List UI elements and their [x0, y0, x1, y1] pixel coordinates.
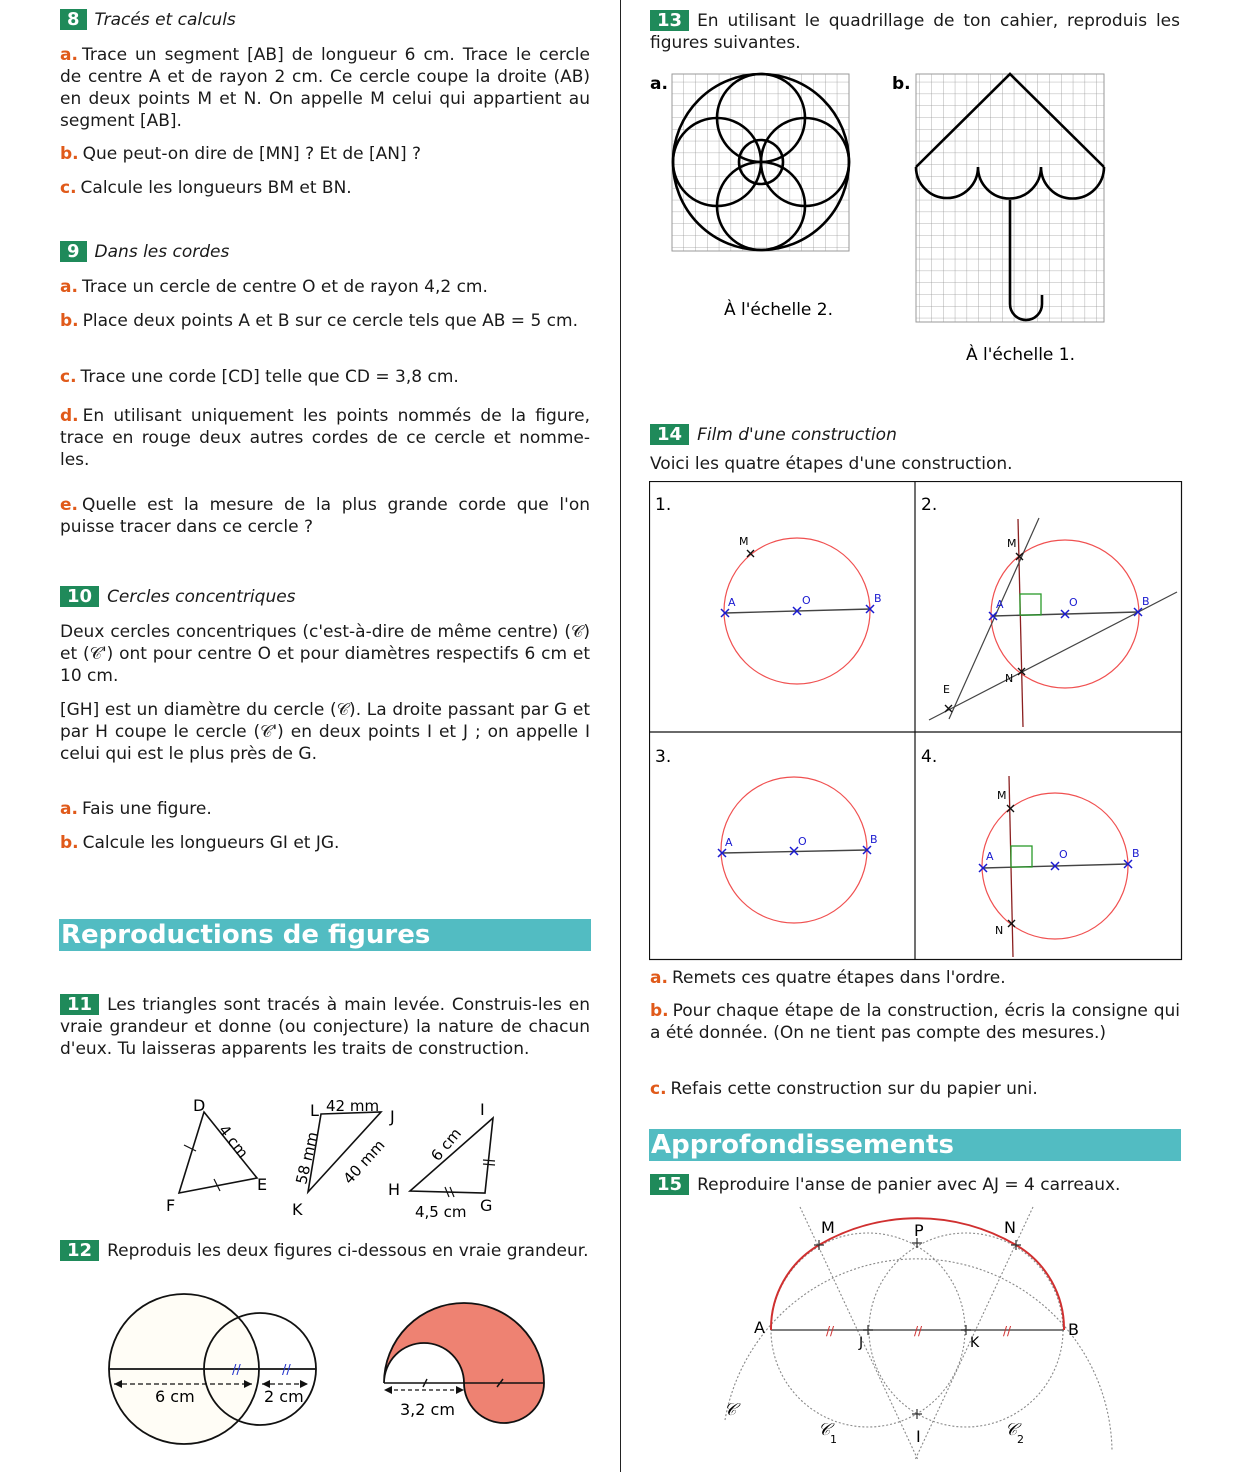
label-J: J [390, 1107, 395, 1126]
exercise-9-c: c. Trace une corde [CD] telle que CD = 3,8 cm. [60, 367, 459, 387]
scale-a: À l'échelle 2. [724, 300, 833, 320]
exercise-9-a: a. Trace un cercle de centre O et de rayon 4,2 cm. [60, 277, 488, 297]
svg-text:M: M [821, 1218, 835, 1237]
label-H: H [388, 1180, 401, 1199]
svg-text://: // [232, 1363, 241, 1378]
exercise-number: 13 [650, 10, 689, 31]
svg-text:1: 1 [830, 1433, 837, 1446]
svg-text:O: O [1059, 848, 1068, 861]
exercise-14-intro: Voici les quatre étapes d'une construction. [650, 454, 1013, 474]
exercise-number: 10 [60, 586, 99, 607]
label-D: D [193, 1096, 206, 1115]
svg-text:O: O [798, 835, 807, 848]
step-3-label: 3. [655, 747, 672, 767]
label-hg: 4,5 cm [415, 1203, 467, 1221]
svg-text:I: I [916, 1427, 921, 1446]
exercise-14-a: a. Remets ces quatre étapes dans l'ordre. [650, 968, 1006, 988]
exercise-10-header [60, 586, 296, 607]
exercise-title: Cercles concentriques [107, 587, 296, 607]
svg-text:O: O [1069, 596, 1078, 609]
exercise-title: Tracés et calculs [94, 10, 236, 30]
step-4-figure [979, 776, 1140, 957]
exercise-8-c: c. Calcule les longueurs BM et BN. [60, 178, 352, 198]
exercise-8-header [60, 9, 236, 30]
exercise-number: 9 [60, 241, 87, 262]
exercise-9-d: d. En utilisant uniquement les points nommés de la figure, trace en rouge deux autres cordes de ce cercle et nomme-les. [60, 406, 590, 470]
exercise-number: 14 [650, 424, 689, 445]
exercise-number: 12 [60, 1240, 99, 1261]
svg-text://: // [826, 1324, 835, 1338]
label-6cm: 6 cm [155, 1387, 195, 1406]
svg-text:𝒞: 𝒞 [1005, 1420, 1018, 1440]
label-K: K [292, 1200, 303, 1219]
exercise-10-b: b. Calcule les longueurs GI et JG. [60, 833, 340, 853]
exercise-number: 11 [60, 994, 99, 1015]
svg-text:B: B [1142, 595, 1150, 608]
svg-text:A: A [728, 596, 736, 609]
exercise-15-text: 15 Reproduire l'anse de panier avec AJ = 4 carreaux. [650, 1174, 1180, 1196]
exercise-number: 15 [650, 1174, 689, 1195]
svg-text://: // [914, 1324, 923, 1338]
step-2-figure [929, 518, 1177, 727]
svg-text:M: M [997, 789, 1007, 802]
exercise-9-header [60, 241, 229, 262]
label-3-2cm: 3,2 cm [400, 1400, 455, 1419]
exercise-14-b: b. Pour chaque étape de la construction, écris la consigne qui a été donnée. (On ne tient pas compte des mesures.) [650, 1001, 1180, 1043]
exercise-title: Film d'une construction [697, 425, 897, 445]
svg-text:A: A [725, 836, 733, 849]
svg-text:J: J [859, 1335, 864, 1351]
svg-text://: // [1003, 1324, 1012, 1338]
triangles-figure [160, 1090, 520, 1225]
exercise-11-text: 11 Les triangles sont tracés à main levée. Construis-les en vraie grandeur et donne (ou conjecture) la nature de chacun d'eux. Tu laisseras apparents les traits de construction. [60, 994, 590, 1059]
exercise-9-b: b. Place deux points A et B sur ce cercle tels que AB = 5 cm. [60, 311, 578, 331]
exercise-number: 8 [60, 9, 87, 30]
svg-text://: // [282, 1363, 291, 1378]
label-de: 4 cm [214, 1121, 252, 1162]
circles-figure [100, 1290, 560, 1450]
svg-text:B: B [1068, 1320, 1079, 1339]
svg-text:𝒞: 𝒞 [724, 1400, 737, 1420]
step-2-label: 2. [921, 495, 938, 515]
column-divider [620, 0, 621, 1472]
svg-text:P: P [914, 1221, 924, 1240]
label-I: I [480, 1100, 485, 1119]
exercise-14-c: c. Refais cette construction sur du papier uni. [650, 1079, 1038, 1099]
label-jk: 40 mm [339, 1136, 389, 1188]
grid-figures [648, 70, 1188, 370]
figure-b-label: b. [892, 74, 911, 94]
svg-text:𝒞: 𝒞 [818, 1420, 831, 1440]
label-lj: 42 mm [326, 1097, 380, 1115]
basket-handle-figure [650, 1205, 1190, 1472]
exercise-12-text: 12 Reproduis les deux figures ci-dessous en vraie grandeur. [60, 1240, 590, 1262]
svg-text:M: M [739, 535, 749, 548]
label-L: L [310, 1101, 319, 1120]
svg-text:B: B [1132, 847, 1140, 860]
label-E: E [257, 1175, 268, 1194]
label-hi: 6 cm [427, 1124, 465, 1165]
step-1-label: 1. [655, 495, 672, 515]
step-1-figure [721, 535, 882, 684]
exercise-14-header [650, 424, 897, 445]
svg-text:O: O [802, 594, 811, 607]
step-4-label: 4. [921, 747, 938, 767]
label-lk: 58 mm [292, 1130, 322, 1186]
svg-text:N: N [1004, 1218, 1016, 1237]
svg-text:A: A [986, 850, 994, 863]
svg-text:A: A [754, 1318, 765, 1337]
svg-text:B: B [874, 592, 882, 605]
svg-text:M: M [1007, 537, 1017, 550]
construction-steps [649, 481, 1183, 962]
label-F: F [166, 1196, 176, 1215]
svg-text:B: B [870, 833, 878, 846]
section-heading-approfondissements: Approfondissements [649, 1129, 1181, 1161]
scale-b: À l'échelle 1. [966, 345, 1075, 365]
exercise-8-b: b. Que peut-on dire de [MN] ? Et de [AN] ? [60, 144, 422, 164]
label-2cm: 2 cm [264, 1387, 304, 1406]
svg-text:N: N [995, 924, 1004, 937]
step-3-figure [718, 777, 878, 923]
label-G: G [480, 1196, 493, 1215]
svg-text:K: K [970, 1335, 980, 1351]
exercise-10-p1: Deux cercles concentriques (c'est-à-dire de même centre) (𝒞) et (𝒞') ont pour centre O et pour diamètres respectifs 6 cm et 10 cm. [60, 622, 590, 686]
exercise-10-p2: [GH] est un diamètre du cercle (𝒞). La droite passant par G et par H coupe le cercle (𝒞') en deux points I et J ; on appelle I celui qui est le plus près de G. [60, 700, 590, 764]
svg-text:N: N [1005, 672, 1014, 685]
figure-a-label: a. [650, 74, 668, 94]
exercise-13-text: 13 En utilisant le quadrillage de ton cahier, reproduis les figures suivantes. [650, 10, 1180, 53]
section-heading-reproductions: Reproductions de figures [59, 919, 591, 951]
exercise-10-a: a. Fais une figure. [60, 799, 212, 819]
svg-text:A: A [996, 598, 1004, 611]
exercise-8-a: a. Trace un segment [AB] de longueur 6 cm. Trace le cercle de centre A et de rayon 2 cm. Ce cercle coupe la droite (AB) en deux points M et N. On appelle M celui qui appartient au segment [AB]. [60, 45, 590, 131]
exercise-title: Dans les cordes [94, 242, 230, 262]
svg-text:E: E [943, 683, 950, 696]
svg-text:2: 2 [1017, 1433, 1024, 1446]
exercise-9-e: e. Quelle est la mesure de la plus grande corde que l'on puisse tracer dans ce cercle ? [60, 495, 590, 537]
